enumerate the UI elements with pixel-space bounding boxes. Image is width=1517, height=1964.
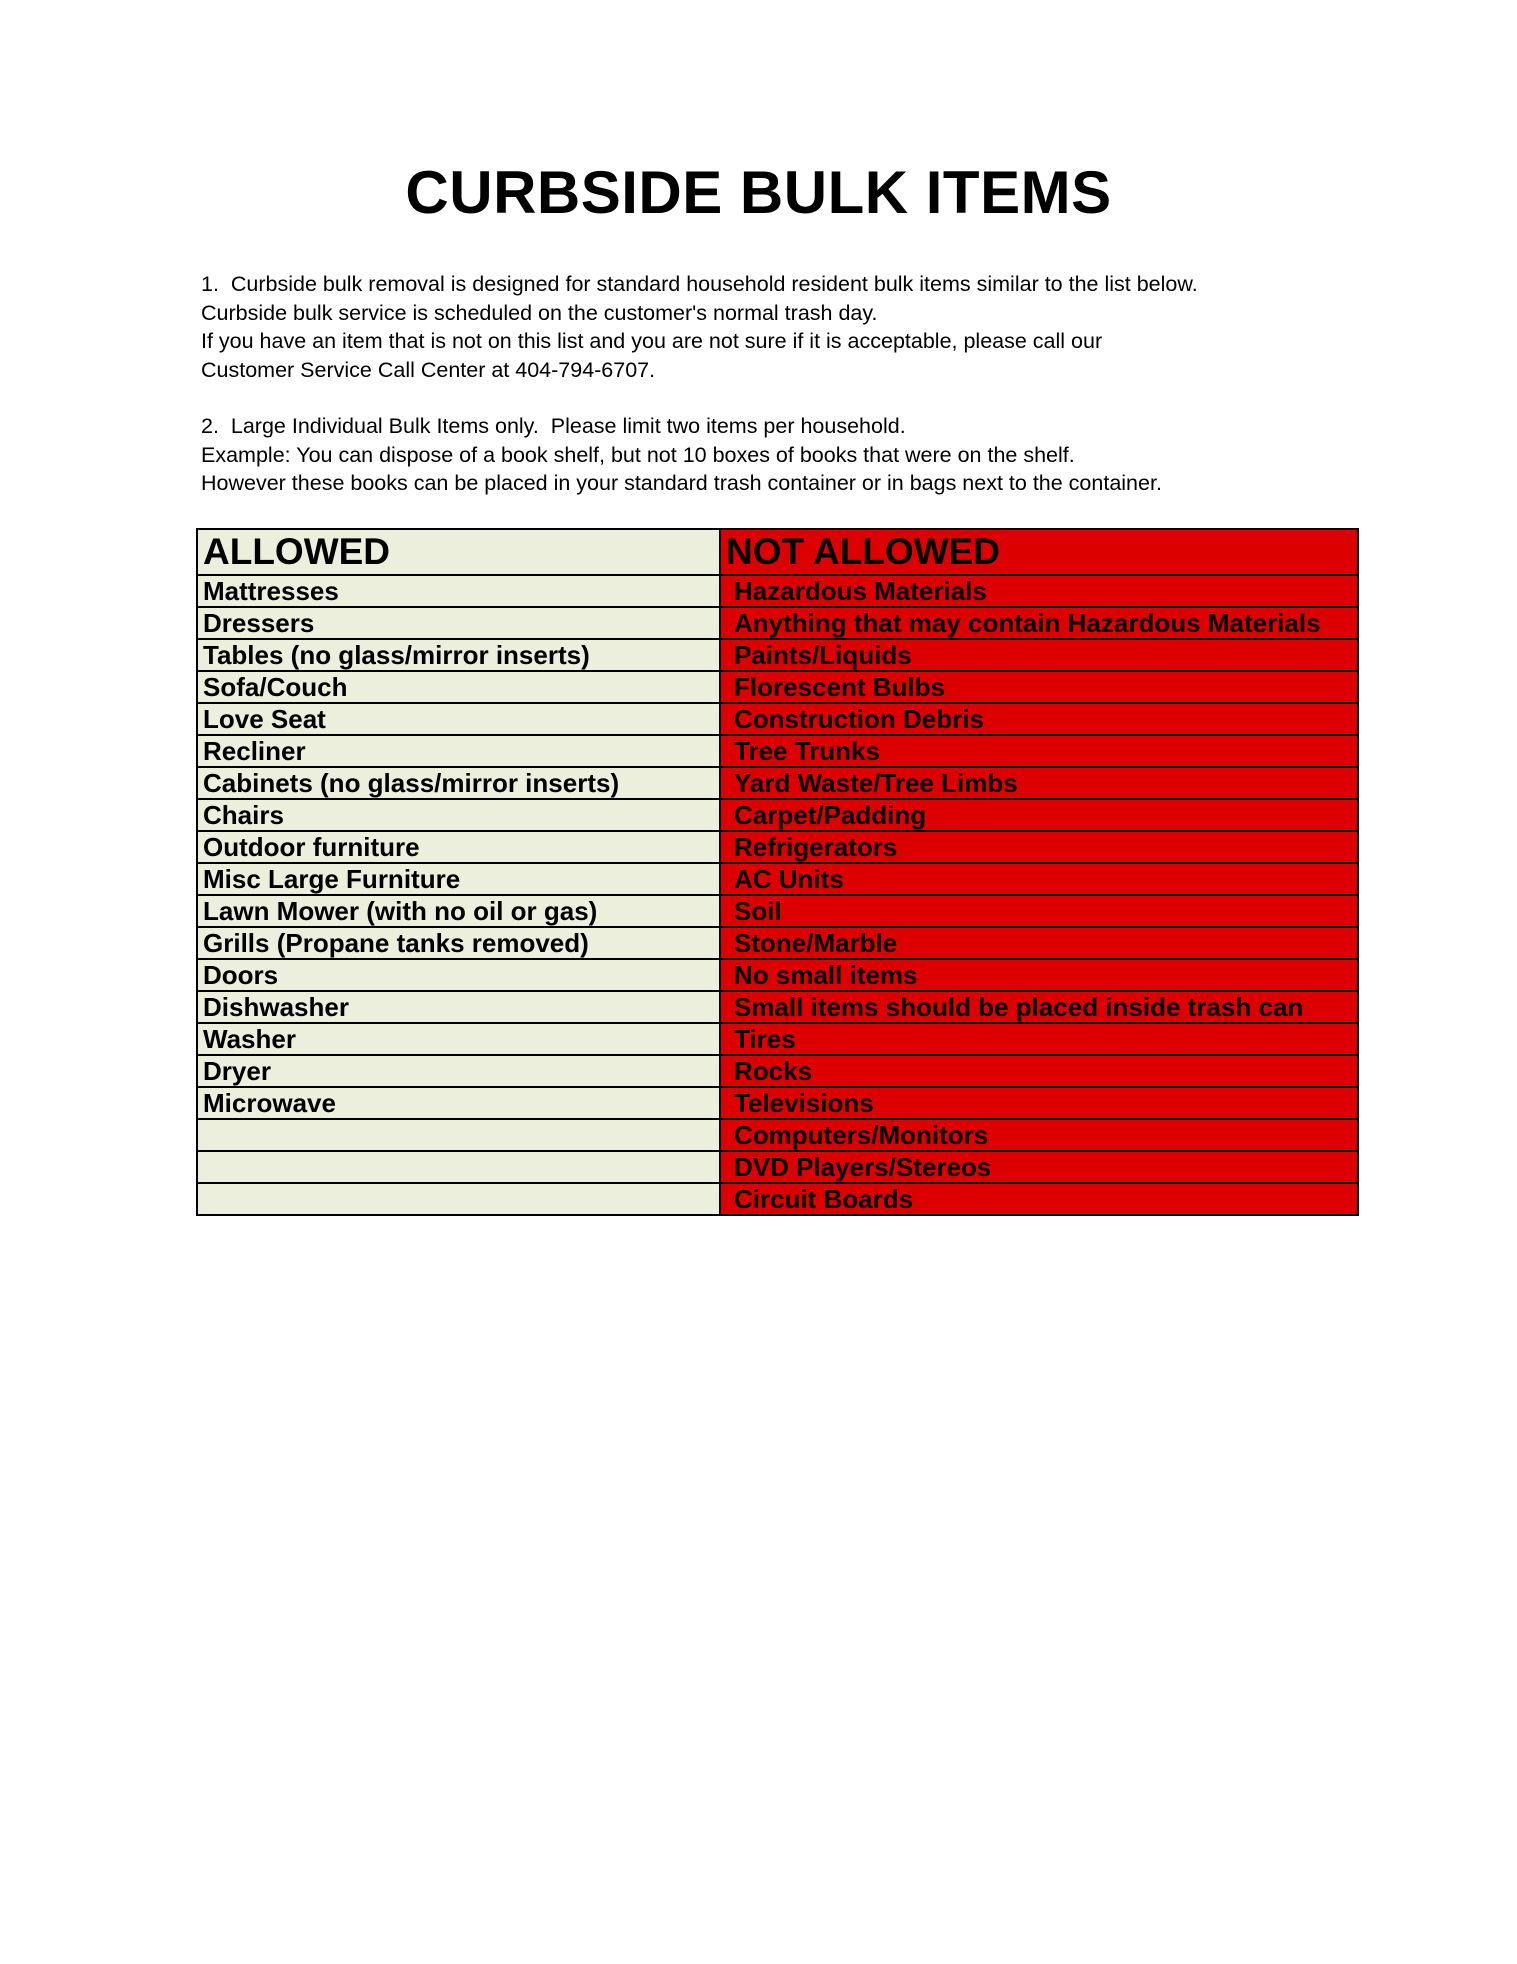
allowed-item (197, 1183, 720, 1215)
allowed-item: Doors (197, 959, 720, 991)
allowed-item: Cabinets (no glass/mirror inserts) (197, 767, 720, 799)
intro-line: Customer Service Call Center at 404-794-6707. (201, 357, 656, 382)
not-allowed-item: Florescent Bulbs (720, 671, 1358, 703)
intro-line: Example: You can dispose of a book shelf, but not 10 boxes of books that were on the shelf. (201, 442, 1075, 467)
allowed-item (197, 1151, 720, 1183)
allowed-item: Grills (Propane tanks removed) (197, 927, 720, 959)
table-row (197, 703, 1358, 735)
table-row (197, 991, 1358, 1023)
table-row (197, 1023, 1358, 1055)
allowed-item (197, 1119, 720, 1151)
intro-line: 1. Curbside bulk removal is designed for standard household resident bulk items similar to the list below. (201, 272, 1198, 296)
not-allowed-item: Televisions (720, 1087, 1358, 1119)
table-row (197, 671, 1358, 703)
not-allowed-item: Stone/Marble (720, 927, 1358, 959)
allowed-item: Sofa/Couch (197, 671, 720, 703)
table-body (197, 575, 1358, 1215)
allowed-item: Outdoor furniture (197, 831, 720, 863)
table-row (197, 1183, 1358, 1215)
table-row (197, 767, 1358, 799)
allowed-item: Lawn Mower (with no oil or gas) (197, 895, 720, 927)
not-allowed-item: Computers/Monitors (720, 1119, 1358, 1151)
not-allowed-item: Tree Trunks (720, 735, 1358, 767)
not-allowed-item: Carpet/Padding (720, 799, 1358, 831)
not-allowed-item: Yard Waste/Tree Limbs (720, 767, 1358, 799)
table-row (197, 1119, 1358, 1151)
paragraph-gap (201, 384, 1381, 412)
allowed-item: Dryer (197, 1055, 720, 1087)
intro-text (201, 270, 1381, 498)
not-allowed-item: Circuit Boards (720, 1183, 1358, 1215)
not-allowed-item: Rocks (720, 1055, 1358, 1087)
not-allowed-item: Tires (720, 1023, 1358, 1055)
allowed-item: Microwave (197, 1087, 720, 1119)
intro-line: However these books can be placed in your standard trash container or in bags next to the container. (201, 471, 1162, 495)
table-row (197, 639, 1358, 671)
not-allowed-item: Anything that may contain Hazardous Materials (720, 607, 1358, 639)
not-allowed-item: Soil (720, 895, 1358, 927)
allowed-item: Mattresses (197, 575, 720, 607)
allowed-item: Washer (197, 1023, 720, 1055)
not-allowed-item: No small items (720, 959, 1358, 991)
table-row (197, 1151, 1358, 1183)
allowed-item: Dressers (197, 607, 720, 639)
table-row (197, 895, 1358, 927)
not-allowed-header: NOT ALLOWED (720, 529, 1358, 575)
intro-line: Curbside bulk service is scheduled on the customer's normal trash day. (201, 300, 878, 325)
allowed-header: ALLOWED (197, 529, 720, 575)
not-allowed-item: DVD Players/Stereos (720, 1151, 1358, 1183)
table-row (197, 575, 1358, 607)
table-row (197, 799, 1358, 831)
allowed-item: Love Seat (197, 703, 720, 735)
allowed-item: Recliner (197, 735, 720, 767)
table-row (197, 607, 1358, 639)
not-allowed-item: Construction Debris (720, 703, 1358, 735)
allowed-item: Tables (no glass/mirror inserts) (197, 639, 720, 671)
table-row (197, 735, 1358, 767)
allowed-item: Misc Large Furniture (197, 863, 720, 895)
table-row (197, 831, 1358, 863)
table-row (197, 863, 1358, 895)
page-title: CURBSIDE BULK ITEMS (405, 159, 1112, 226)
not-allowed-item: AC Units (720, 863, 1358, 895)
table-row (197, 1087, 1358, 1119)
allowed-item: Chairs (197, 799, 720, 831)
bulk-items-table (196, 528, 1359, 1216)
not-allowed-item: Refrigerators (720, 831, 1358, 863)
not-allowed-item: Small items should be placed inside trash can (720, 991, 1358, 1023)
table-row (197, 927, 1358, 959)
intro-line: If you have an item that is not on this list and you are not sure if it is acceptable, please call our (201, 329, 1103, 353)
intro-line: 2. Large Individual Bulk Items only. Please limit two items per household. (201, 414, 906, 438)
not-allowed-item: Hazardous Materials (720, 575, 1358, 607)
table-header-row (197, 529, 1358, 575)
table-row (197, 959, 1358, 991)
not-allowed-item: Paints/Liquids (720, 639, 1358, 671)
table-row (197, 1055, 1358, 1087)
allowed-item: Dishwasher (197, 991, 720, 1023)
